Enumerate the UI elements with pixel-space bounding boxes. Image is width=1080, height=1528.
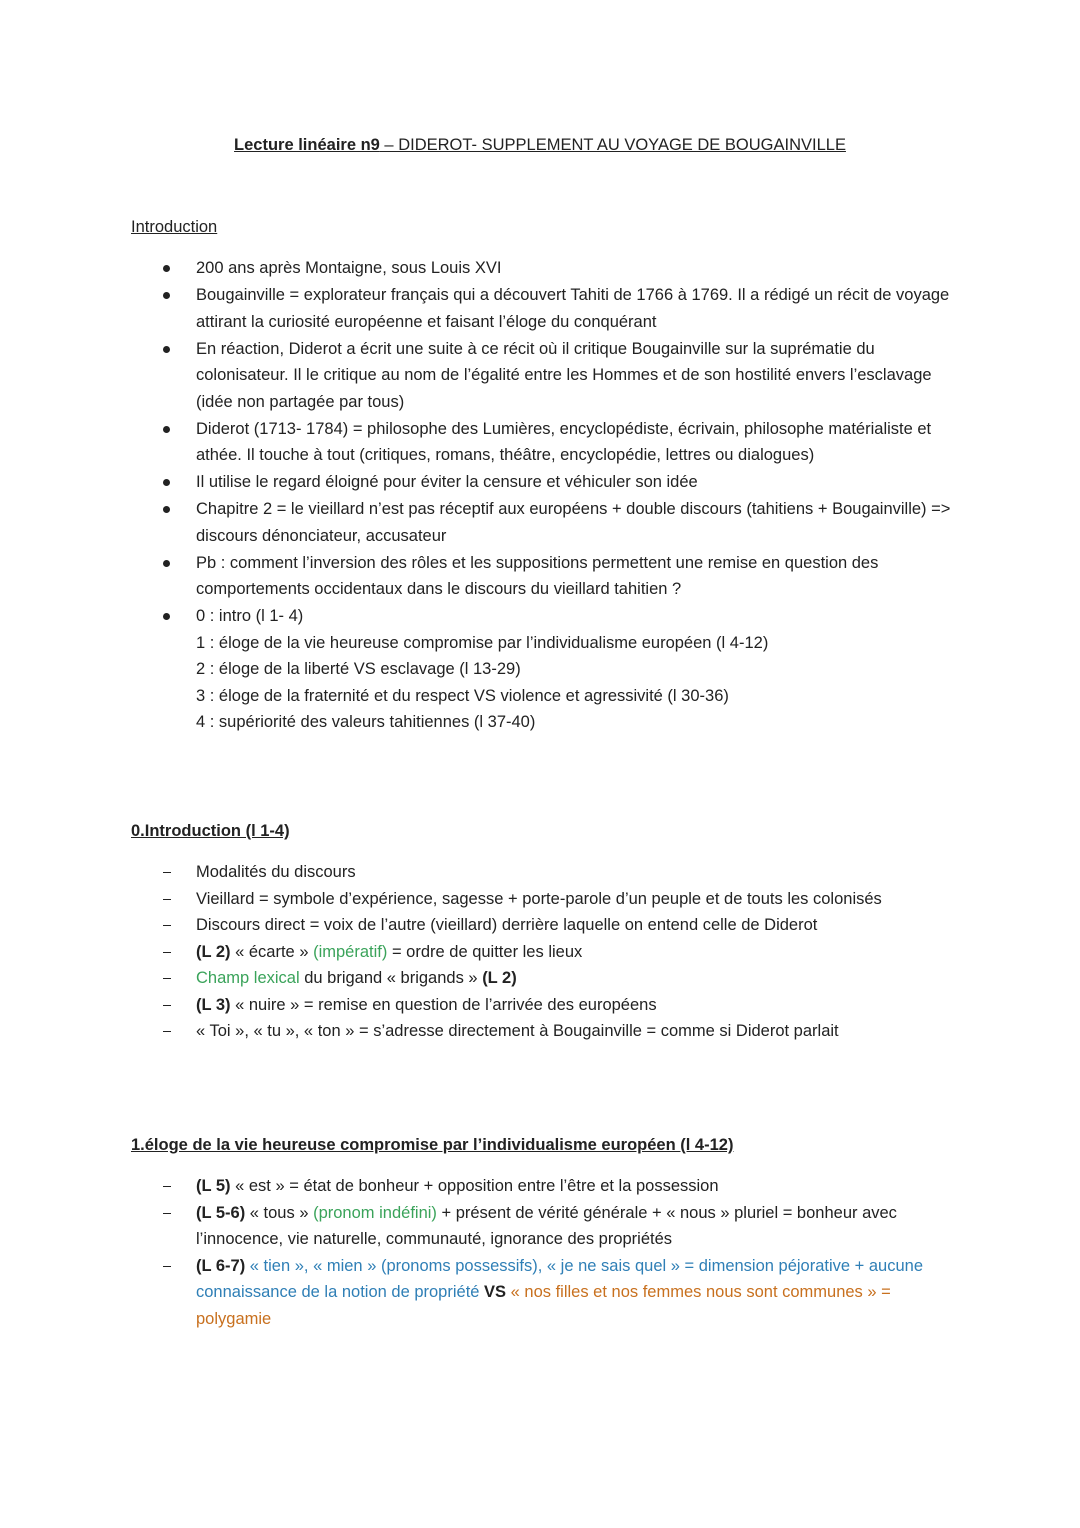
list-item [0, 550, 1080, 603]
list-item [0, 886, 1080, 913]
dash-icon [163, 1266, 171, 1267]
highlight-blue: « tien », « mien » (pronoms possessifs), « je ne sais quel » = dimension péjorative + aucune connaissance de la notion de propriété [196, 1256, 924, 1301]
list-item-text: Diderot (1713- 1784) = philosophe des Lumières, encyclopédiste, écrivain, philosophe matérialiste et athée. Il touche à tout (critiques, romans, théâtre, encyclopédie, lettres ou dialogues) [196, 419, 932, 464]
line-reference: (L 2) [196, 942, 231, 961]
dash-icon [163, 952, 171, 953]
list-item [0, 1018, 1080, 1045]
bullet-icon [163, 346, 170, 353]
section1-heading: 1.éloge de la vie heureuse compromise par l’individualisme européen (l 4-12) [131, 1136, 734, 1154]
list-item-text: Vieillard = symbole d’expérience, sagesse + porte-parole d’un peuple et de touts les colonisés [196, 889, 882, 908]
highlight-green: Champ lexical [196, 969, 300, 987]
document-title-bold: Lecture linéaire n9 [234, 136, 380, 154]
plan-line: 1 : éloge de la vie heureuse compromise par l’individualisme européen (l 4-12) [196, 633, 769, 652]
dash-icon [163, 1031, 171, 1032]
quote-text: « écarte » [230, 942, 314, 961]
plan-line: 2 : éloge de la liberté VS esclavage (l 13-29) [196, 660, 521, 678]
list-item [0, 1253, 1080, 1333]
list-item [0, 282, 1080, 335]
versus-marker: VS [484, 1283, 507, 1301]
section0-heading: 0.Introduction (l 1-4) [131, 822, 290, 840]
line-reference: (L 2) [482, 969, 517, 987]
list-item [0, 939, 1080, 966]
bullet-icon [163, 479, 170, 486]
list-item-text: « est » = état de bonheur + opposition entre l’être et la possession [230, 1177, 719, 1195]
list-item [0, 992, 1080, 1019]
list-item [0, 912, 1080, 939]
list-item [0, 469, 1080, 496]
highlight-green: (pronom indéfini) [313, 1203, 437, 1222]
bullet-icon [163, 613, 170, 620]
dash-icon [163, 899, 171, 900]
introduction-list [0, 255, 1080, 736]
bullet-icon [163, 265, 170, 272]
bullet-icon [163, 292, 170, 299]
list-item-text: « nuire » = remise en question de l’arrivée des européens [230, 995, 657, 1014]
list-item [0, 496, 1080, 549]
dash-icon [163, 872, 171, 873]
list-item-text: Chapitre 2 = le vieillard n’est pas réceptif aux européens + double discours (tahitiens + Bougainville) => discours dénonciateur, accusateur [196, 500, 951, 545]
list-item-text: 200 ans après Montaigne, sous Louis XVI [196, 259, 502, 277]
list-item [0, 1173, 1080, 1200]
list-item [0, 965, 1080, 992]
list-item-text: + présent de vérité générale + « nous » pluriel = bonheur avec l’innocence, vie naturelle, communauté, ignorance des propriétés [196, 1203, 897, 1248]
list-item-text: Pb : comment l’inversion des rôles et les suppositions permettent une remise en question des comportements occidentaux dans le discours du vieillard tahitien ? [196, 553, 879, 598]
line-reference: (L 5) [196, 1177, 231, 1195]
list-item [0, 336, 1080, 416]
list-item-text: = ordre de quitter les lieux [387, 942, 583, 961]
line-reference: (L 6-7) [196, 1256, 246, 1275]
quote-text: « tous » [245, 1203, 314, 1222]
plan-list-item [0, 603, 1080, 736]
introduction-heading: Introduction [131, 218, 218, 236]
list-item [0, 1200, 1080, 1253]
list-item-text: Il utilise le regard éloigné pour éviter la censure et véhiculer son idée [196, 473, 698, 491]
plan-line: 0 : intro (l 1- 4) [196, 607, 304, 625]
plan-line: 3 : éloge de la fraternité et du respect VS violence et agressivité (l 30-36) [196, 686, 729, 705]
section0-list [0, 859, 1080, 1045]
list-item-text: « Toi », « tu », « ton » = s’adresse directement à Bougainville = comme si Diderot parlait [196, 1022, 839, 1040]
line-reference: (L 3) [196, 995, 231, 1014]
bullet-icon [163, 560, 170, 567]
document-title [0, 134, 1080, 156]
dash-icon [163, 1186, 171, 1187]
list-item [0, 416, 1080, 469]
document-title-rest: – DIDEROT- SUPPLEMENT AU VOYAGE DE BOUGAINVILLE [379, 136, 846, 154]
bullet-icon [163, 506, 170, 513]
section1-list [0, 1173, 1080, 1332]
list-item [0, 255, 1080, 282]
plan-line: 4 : supériorité des valeurs tahitiennes (l 37-40) [196, 713, 536, 731]
dash-icon [163, 1213, 171, 1214]
list-item-text: En réaction, Diderot a écrit une suite à ce récit où il critique Bougainville sur la suprématie du colonisateur. Il le critique au nom de l’égalité entre les Hommes et de son hostilité envers l’esclavage (idée non partagée par tous) [196, 339, 932, 411]
list-item [0, 859, 1080, 886]
list-item-text: Bougainville = explorateur français qui a découvert Tahiti de 1766 à 1769. Il a rédigé un récit de voyage attirant la curiosité européenne et faisant l’éloge du conquérant [196, 286, 950, 331]
highlight-green: (impératif) [313, 942, 388, 961]
bullet-icon [163, 426, 170, 433]
list-item-text: Discours direct = voix de l’autre (vieillard) derrière laquelle on entend celle de Diderot [196, 916, 818, 934]
dash-icon [163, 978, 171, 979]
list-item-text: Modalités du discours [196, 863, 356, 881]
dash-icon [163, 1005, 171, 1006]
list-item-text: du brigand « brigands » [299, 969, 483, 987]
highlight-orange: « nos filles et nos femmes nous sont communes » = polygamie [196, 1283, 891, 1328]
line-reference: (L 5-6) [196, 1203, 246, 1222]
dash-icon [163, 925, 171, 926]
